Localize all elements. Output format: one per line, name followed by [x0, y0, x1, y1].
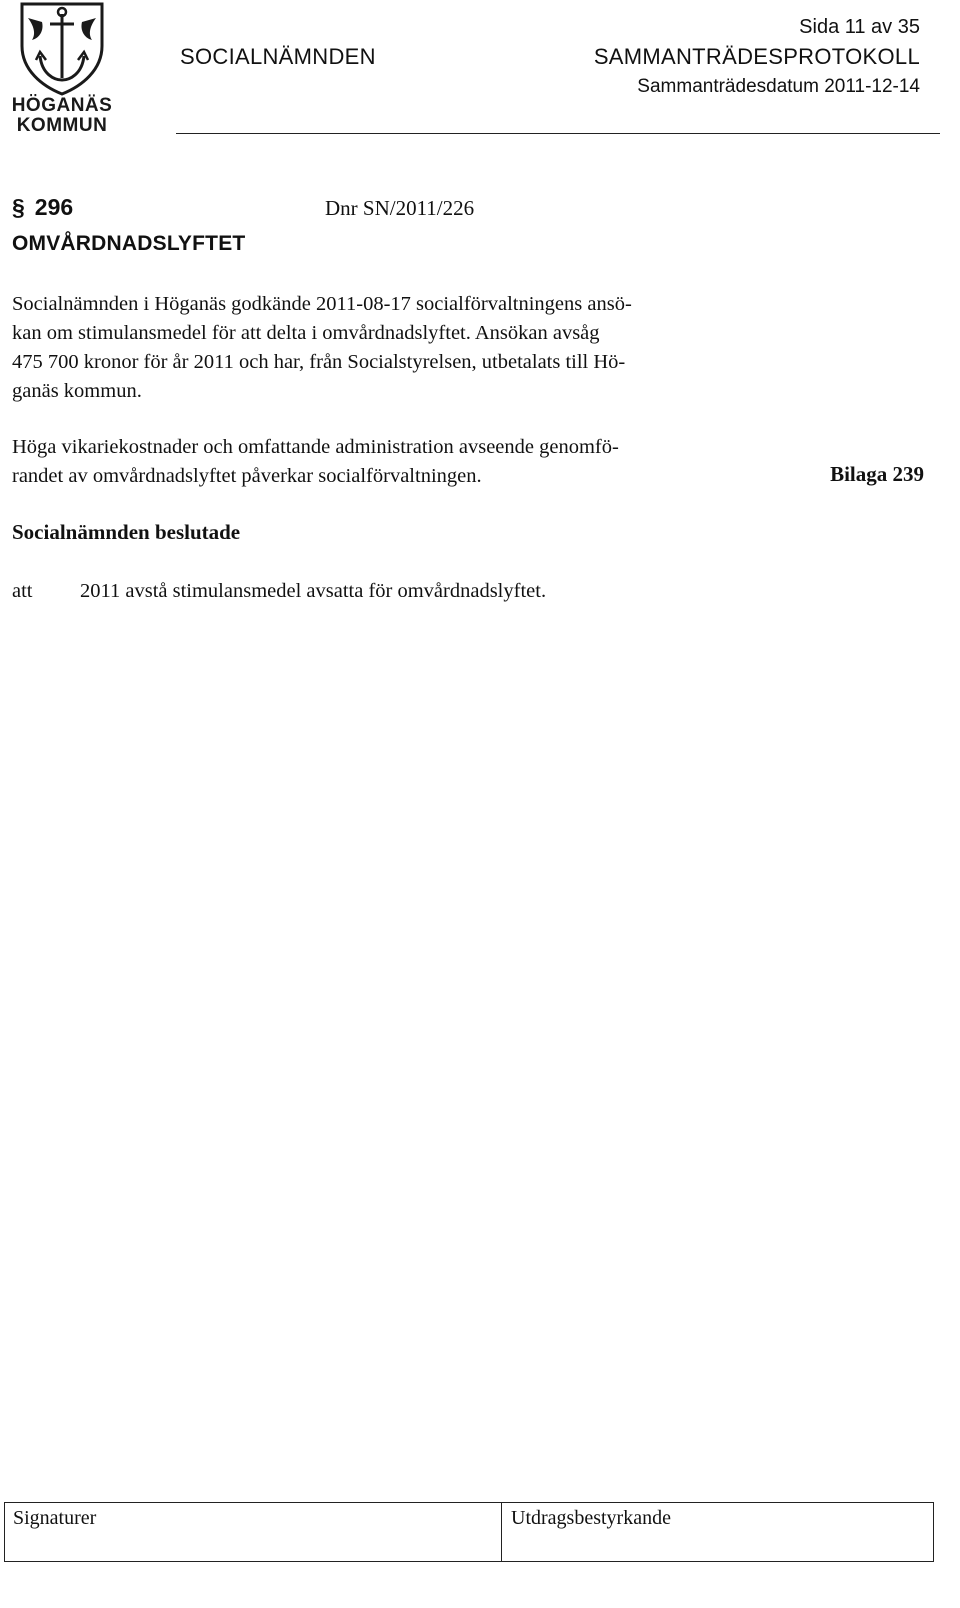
paragraph-line: randet av omvårdnadslyftet påverkar socialförvaltningen.: [12, 465, 482, 487]
paragraph-line: Höga vikariekostnader och omfattande administration avseende genomfö-: [12, 436, 619, 458]
section-number: 296: [34, 194, 74, 220]
header-divider: [176, 133, 940, 134]
hoganas-coat-of-arms-anchor-icon: [6, 0, 118, 96]
paragraph-line: Socialnämnden i Höganäs godkände 2011-08-17 socialförvaltningens ansö-: [12, 293, 632, 315]
meeting-date: Sammanträdesdatum 2011-12-14: [637, 76, 920, 97]
footer-divider: [501, 1503, 502, 1561]
attachment-reference: Bilaga 239: [830, 462, 924, 486]
logo-text-line2: KOMMUN: [16, 115, 108, 136]
decision-heading: Socialnämnden beslutade: [12, 520, 241, 544]
paragraph-line: 475 700 kronor för år 2011 och har, från Socialstyrelsen, utbetalats till Hö-: [12, 351, 626, 373]
section-heading: [12, 194, 73, 221]
paragraph-line: ganäs kommun.: [12, 380, 142, 402]
certification-label: Utdragsbestyrkande: [511, 1507, 671, 1529]
decision-text: 2011 avstå stimulansmedel avsatta för omvårdnadslyftet.: [80, 580, 547, 602]
case-reference: Dnr SN/2011/226: [325, 196, 475, 220]
signatures-label: Signaturer: [13, 1507, 97, 1529]
paragraph-line: kan om stimulansmedel för att delta i omvårdnadslyftet. Ansökan avsåg: [12, 322, 600, 344]
logo-text-line1: HÖGANÄS: [11, 95, 113, 116]
section-sign: §: [12, 194, 25, 220]
committee-name: SOCIALNÄMNDEN: [180, 44, 376, 69]
municipality-logo: [6, 0, 118, 140]
page-number: Sida 11 av 35: [799, 16, 920, 38]
decision-keyword: att: [12, 580, 33, 602]
paragraph-background: [12, 290, 932, 406]
paragraph-costs: [12, 433, 932, 491]
signature-footer: [4, 1502, 934, 1562]
item-title: OMVÅRDNADSLYFTET: [12, 232, 246, 255]
protocol-title: SAMMANTRÄDESPROTOKOLL: [593, 44, 920, 69]
